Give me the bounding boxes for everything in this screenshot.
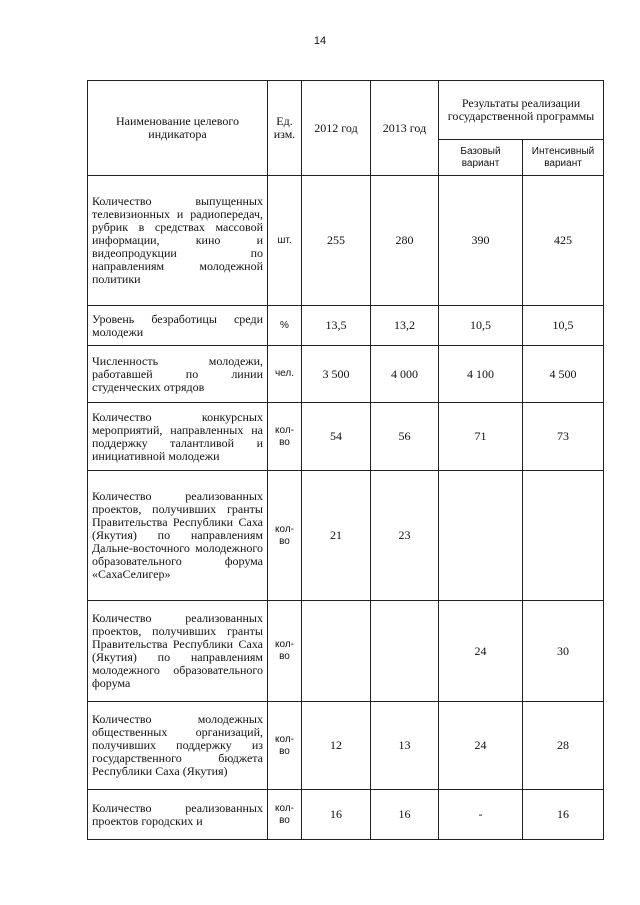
value-2013-cell: 23 [371,471,439,601]
value-2013-cell: 280 [371,176,439,306]
base-variant-cell: 24 [439,702,523,790]
header-2012: 2012 год [302,81,371,176]
intensive-variant-cell: 425 [523,176,604,306]
value-2012-cell: 12 [302,702,371,790]
table-row [88,790,604,840]
header-intensive-variant: Интенсивный вариант [523,140,604,176]
indicator-name-cell: Численность молодежи, работавшей по линии студенческих отрядов [88,346,268,403]
header-base-variant: Базовый вариант [439,140,523,176]
intensive-variant-cell: 73 [523,403,604,471]
intensive-variant-cell: 28 [523,702,604,790]
table-row [88,471,604,601]
value-2012-cell: 54 [302,403,371,471]
table-row [88,346,604,403]
value-2013-cell: 4 000 [371,346,439,403]
value-2013-cell: 16 [371,790,439,840]
indicators-table [87,80,604,840]
table-row [88,176,604,306]
unit-cell: кол-во [268,601,302,702]
value-2013-cell: 56 [371,403,439,471]
value-2012-cell: 255 [302,176,371,306]
unit-cell: % [268,306,302,346]
value-2013-cell [371,601,439,702]
indicator-name-cell: Количество конкурсных мероприятий, направленных на поддержку талантливой и инициативной молодежи [88,403,268,471]
unit-cell: чел. [268,346,302,403]
intensive-variant-cell: 16 [523,790,604,840]
table-row [88,601,604,702]
value-2012-cell: 3 500 [302,346,371,403]
unit-cell: шт. [268,176,302,306]
value-2012-cell [302,601,371,702]
header-indicator-name: Наименование целевого индикатора [88,81,268,176]
indicator-name-cell: Количество молодежных общественных организаций, получивших поддержку из государственного бюджета Республики Саха (Якутия) [88,702,268,790]
indicator-name-cell: Количество реализованных проектов городских и [88,790,268,840]
base-variant-cell: 24 [439,601,523,702]
unit-cell: кол-во [268,702,302,790]
unit-cell: кол-во [268,790,302,840]
header-unit: Ед. изм. [268,81,302,176]
header-2013: 2013 год [371,81,439,176]
intensive-variant-cell: 10,5 [523,306,604,346]
value-2012-cell: 13,5 [302,306,371,346]
base-variant-cell: - [439,790,523,840]
value-2012-cell: 21 [302,471,371,601]
table-row [88,702,604,790]
indicator-name-cell: Количество реализованных проектов, получивших гранты Правительства Республики Саха (Якутия) по направлениям молодежного образовательного форума [88,601,268,702]
table-row [88,306,604,346]
header-results: Результаты реализации государственной программы [439,81,604,140]
unit-cell: кол-во [268,471,302,601]
intensive-variant-cell: 30 [523,601,604,702]
unit-cell: кол-во [268,403,302,471]
indicator-name-cell: Уровень безработицы среди молодежи [88,306,268,346]
value-2013-cell: 13,2 [371,306,439,346]
value-2012-cell: 16 [302,790,371,840]
value-2013-cell: 13 [371,702,439,790]
intensive-variant-cell [523,471,604,601]
table-row [88,403,604,471]
base-variant-cell: 71 [439,403,523,471]
page-number: 14 [313,35,327,47]
indicator-name-cell: Количество выпущенных телевизионных и радиопередач, рубрик в средствах массовой информации, кино и видеопродукции по направлениям молодежной политики [88,176,268,306]
base-variant-cell [439,471,523,601]
indicator-name-cell: Количество реализованных проектов, получивших гранты Правительства Республики Саха (Якутия) по направлениям Дальне-восточного молодежного образовательного форума «СахаСелигер» [88,471,268,601]
base-variant-cell: 4 100 [439,346,523,403]
base-variant-cell: 390 [439,176,523,306]
base-variant-cell: 10,5 [439,306,523,346]
intensive-variant-cell: 4 500 [523,346,604,403]
